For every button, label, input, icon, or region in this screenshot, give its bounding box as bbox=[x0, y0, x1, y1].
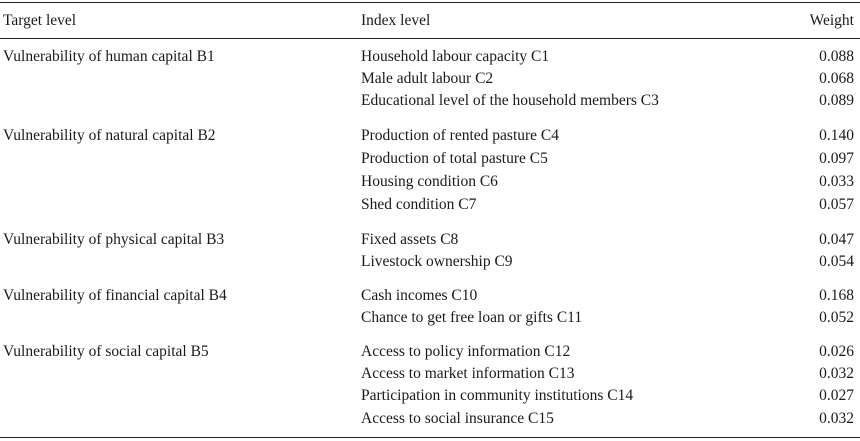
index-level-cell: Participation in community institutions C14 bbox=[361, 387, 634, 404]
index-level-cell: Shed condition C7 bbox=[361, 196, 477, 213]
target-level-cell: Vulnerability of financial capital B4 bbox=[3, 287, 227, 304]
weight-cell: 0.097 bbox=[819, 150, 854, 167]
index-level-cell: Cash incomes C10 bbox=[361, 287, 478, 304]
header-target-level: Target level bbox=[3, 12, 77, 29]
index-level-cell: Production of total pasture C5 bbox=[361, 150, 548, 167]
target-level-cell: Vulnerability of physical capital B3 bbox=[3, 231, 225, 248]
weight-cell: 0.054 bbox=[819, 253, 854, 270]
index-level-cell: Production of rented pasture C4 bbox=[361, 127, 560, 144]
index-level-cell: Housing condition C6 bbox=[361, 173, 498, 190]
weight-cell: 0.057 bbox=[819, 196, 854, 213]
weight-cell: 0.047 bbox=[819, 231, 854, 248]
weight-cell: 0.052 bbox=[819, 309, 854, 326]
index-level-cell: Access to policy information C12 bbox=[361, 343, 571, 360]
weight-cell: 0.032 bbox=[819, 365, 854, 382]
weight-cell: 0.068 bbox=[819, 70, 854, 87]
target-level-cell: Vulnerability of human capital B1 bbox=[3, 48, 215, 65]
index-level-cell: Household labour capacity C1 bbox=[361, 48, 550, 65]
weight-cell: 0.032 bbox=[819, 410, 854, 427]
table-header-rule bbox=[0, 38, 860, 39]
target-level-cell: Vulnerability of social capital B5 bbox=[3, 343, 209, 360]
table-top-rule bbox=[0, 2, 860, 3]
index-level-cell: Educational level of the household members C3 bbox=[361, 92, 659, 109]
index-level-cell: Access to social insurance C15 bbox=[361, 410, 554, 427]
header-index-level: Index level bbox=[361, 12, 431, 29]
index-level-cell: Male adult labour C2 bbox=[361, 70, 494, 87]
header-weight: Weight bbox=[809, 12, 854, 29]
target-level-cell: Vulnerability of natural capital B2 bbox=[3, 127, 216, 144]
table-bottom-rule bbox=[0, 437, 860, 438]
index-level-cell: Fixed assets C8 bbox=[361, 231, 459, 248]
index-level-cell: Access to market information C13 bbox=[361, 365, 575, 382]
weight-cell: 0.140 bbox=[819, 127, 854, 144]
index-level-cell: Livestock ownership C9 bbox=[361, 253, 513, 270]
weight-cell: 0.089 bbox=[819, 92, 854, 109]
weight-cell: 0.033 bbox=[819, 173, 854, 190]
weight-cell: 0.026 bbox=[819, 343, 854, 360]
weight-cell: 0.088 bbox=[819, 48, 854, 65]
weight-cell: 0.168 bbox=[819, 287, 854, 304]
index-level-cell: Chance to get free loan or gifts C11 bbox=[361, 309, 583, 326]
weight-cell: 0.027 bbox=[819, 387, 854, 404]
